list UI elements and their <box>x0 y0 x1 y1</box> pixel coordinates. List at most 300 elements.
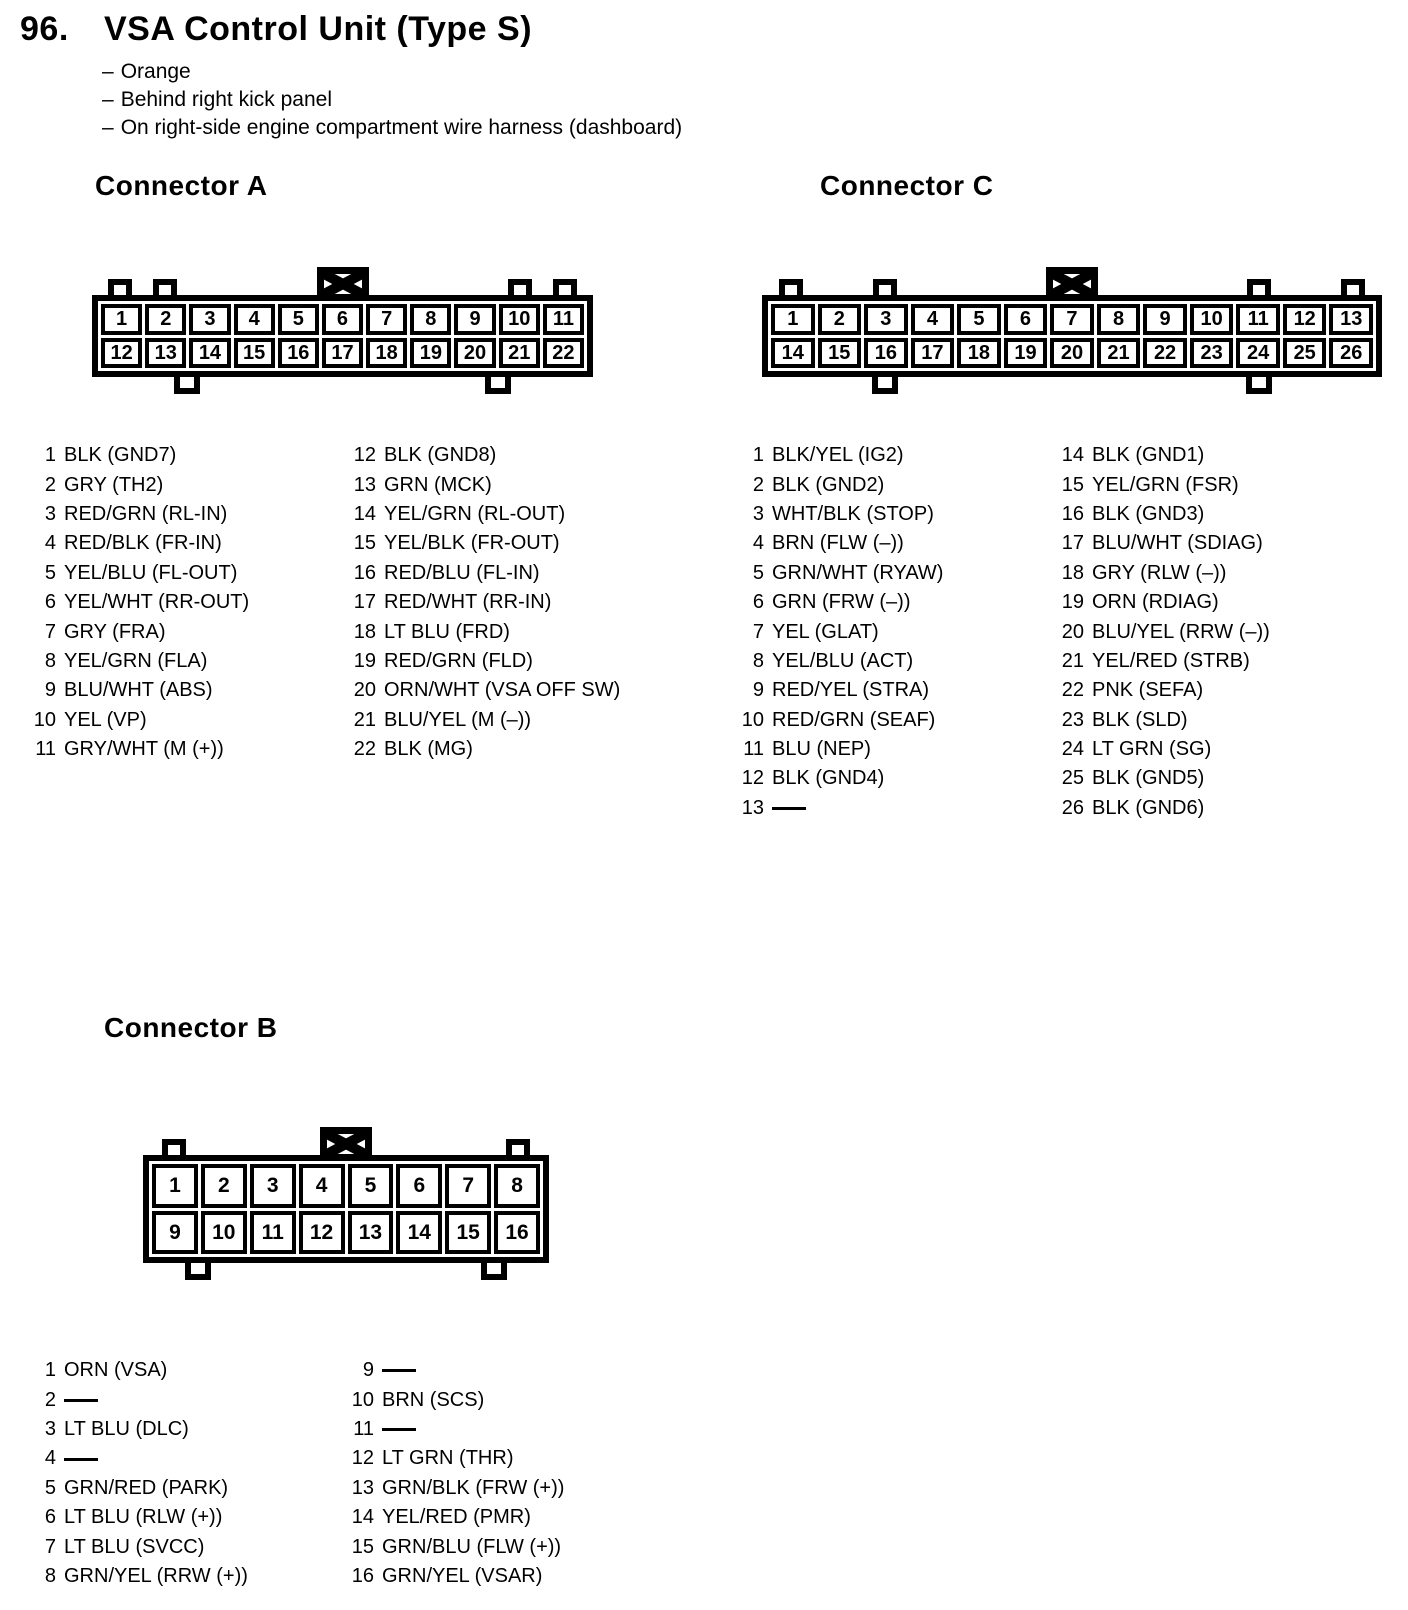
pin-number: 8 <box>752 649 764 672</box>
pin-number: 13 <box>351 1476 374 1499</box>
connector-b-pin-grid <box>149 1161 543 1257</box>
pin-number: 18 <box>1061 561 1084 584</box>
connector-b-pinlist-right <box>346 1356 564 1591</box>
pin-row <box>28 1444 248 1473</box>
connector-a-pin-cell-4: 4 <box>234 304 275 335</box>
section-number: 96. <box>20 10 69 48</box>
connector-c-pin-cell-6: 6 <box>1004 304 1048 335</box>
pin-wire-label: BLK (GND3) <box>1092 502 1205 525</box>
index-notch <box>153 279 177 295</box>
pin-row <box>348 441 620 470</box>
connector-c-pin-cell-16: 16 <box>864 338 908 369</box>
pin-number: 14 <box>353 502 376 525</box>
pin-wire-label: RED/BLK (FR-IN) <box>64 532 222 555</box>
pin-number: 3 <box>44 502 56 525</box>
connector-a-pin-cell-16: 16 <box>278 338 319 369</box>
pin-row <box>348 588 620 617</box>
pin-row <box>28 559 249 588</box>
connector-b-pin-cell-12: 12 <box>299 1211 345 1255</box>
pin-wire-label: BLK (GND6) <box>1092 796 1205 819</box>
pin-wire-label: BLK (GND5) <box>1092 767 1205 790</box>
pin-row <box>1056 794 1270 823</box>
connector-a-pin-cell-1: 1 <box>101 304 142 335</box>
dash-bullet: – <box>102 88 114 111</box>
pin-row <box>1056 617 1270 646</box>
connector-c-pinlist-left <box>736 441 943 823</box>
pin-row <box>28 1503 248 1532</box>
key-tab-x-box-icon <box>1046 267 1098 301</box>
pin-number: 16 <box>1061 502 1084 525</box>
index-notch <box>1341 279 1365 295</box>
pin-number: 23 <box>1061 708 1084 731</box>
connector-c-pinlist-right <box>1056 441 1270 823</box>
note-line <box>102 86 682 114</box>
connector-c-pin-cell-20: 20 <box>1050 338 1094 369</box>
connector-b-pin-cell-10: 10 <box>201 1211 247 1255</box>
pin-wire-label: BRN (SCS) <box>382 1388 485 1411</box>
note-line <box>102 58 682 86</box>
connector-a-pin-cell-2: 2 <box>145 304 186 335</box>
index-notch <box>508 279 532 295</box>
pin-wire-label: YEL/RED (PMR) <box>382 1506 531 1529</box>
index-notch <box>873 279 897 295</box>
pin-wire-label: YEL (GLAT) <box>772 620 879 643</box>
pin-number: 5 <box>752 561 764 584</box>
x-icon <box>324 274 362 294</box>
pin-number: 5 <box>44 1476 56 1499</box>
pin-row <box>1056 470 1270 499</box>
connector-a-pinlist-right <box>348 441 620 764</box>
pin-number: 10 <box>351 1388 374 1411</box>
connector-c-pin-cell-24: 24 <box>1236 338 1280 369</box>
pin-number: 8 <box>44 1564 56 1587</box>
pin-wire-label: BRN (FLW (–)) <box>772 532 904 555</box>
pin-number: 2 <box>44 1388 56 1411</box>
pin-row <box>348 470 620 499</box>
connector-c-pin-cell-14: 14 <box>771 338 815 369</box>
pin-number: 4 <box>752 532 764 555</box>
pin-wire-label: BLK (GND1) <box>1092 444 1205 467</box>
pin-number: 21 <box>1061 649 1084 672</box>
pin-row <box>28 1356 248 1385</box>
connector-c-pin-grid <box>768 301 1376 371</box>
connector-b-pinlist-left <box>28 1356 248 1591</box>
pin-number: 26 <box>1061 796 1084 819</box>
pin-number: 19 <box>1061 591 1084 614</box>
pin-wire-label: GRY/WHT (M (+)) <box>64 738 224 761</box>
pin-row <box>348 529 620 558</box>
pin-row <box>736 617 943 646</box>
pin-wire-label: YEL/RED (STRB) <box>1092 649 1250 672</box>
key-tab-x-box-icon <box>317 267 369 301</box>
pin-number: 11 <box>353 1417 374 1440</box>
pin-wire-label: BLK (GND7) <box>64 444 177 467</box>
note-line <box>102 114 682 142</box>
connector-c-pin-cell-7: 7 <box>1050 304 1094 335</box>
connector-c-pin-cell-23: 23 <box>1190 338 1234 369</box>
connector-b-pin-cell-9: 9 <box>152 1211 198 1255</box>
pin-number: 13 <box>353 473 376 496</box>
pin-wire-label: RED/YEL (STRA) <box>772 679 930 702</box>
connector-a-pin-cell-7: 7 <box>366 304 407 335</box>
pin-row <box>736 588 943 617</box>
pin-number: 19 <box>353 649 376 672</box>
pin-wire-label: YEL/GRN (RL-OUT) <box>384 502 566 525</box>
latch-tab <box>485 377 511 394</box>
pin-row <box>736 441 943 470</box>
pin-wire-label: YEL/BLU (FL-OUT) <box>64 561 238 584</box>
connector-c-pin-cell-1: 1 <box>771 304 815 335</box>
connector-a-pin-cell-11: 11 <box>543 304 584 335</box>
pin-row <box>736 735 943 764</box>
connector-a-pin-cell-6: 6 <box>322 304 363 335</box>
x-icon <box>1053 274 1091 294</box>
pin-number: 6 <box>752 591 764 614</box>
no-connection-dash <box>64 1458 98 1461</box>
connector-a-pin-cell-20: 20 <box>454 338 495 369</box>
note-text: Orange <box>120 60 191 83</box>
pin-wire-label: LT BLU (RLW (+)) <box>64 1506 223 1529</box>
pin-wire-label: PNK (SEFA) <box>1092 679 1204 702</box>
connector-a-pin-cell-13: 13 <box>145 338 186 369</box>
pin-wire-label: LT GRN (THR) <box>382 1447 514 1470</box>
latch-tab <box>185 1263 211 1280</box>
pin-number: 4 <box>44 532 56 555</box>
pin-row <box>736 676 943 705</box>
pin-wire-label: LT BLU (SVCC) <box>64 1535 205 1558</box>
pin-row <box>28 676 249 705</box>
pin-wire-label: GRY (FRA) <box>64 620 166 643</box>
pin-wire-label: BLK (GND8) <box>384 444 497 467</box>
key-tab-x-box-icon <box>320 1127 372 1161</box>
pin-number: 6 <box>44 1506 56 1529</box>
connector-a-pin-cell-8: 8 <box>410 304 451 335</box>
connector-b-pin-cell-15: 15 <box>445 1211 491 1255</box>
pin-number: 25 <box>1061 767 1084 790</box>
pin-number: 1 <box>44 444 56 467</box>
connector-b-pin-cell-8: 8 <box>494 1164 540 1208</box>
note-text: On right-side engine compartment wire harness (dashboard) <box>120 116 683 139</box>
pin-wire-label: LT BLU (DLC) <box>64 1417 189 1440</box>
pin-wire-label <box>772 797 806 820</box>
connector-b-pin-cell-1: 1 <box>152 1164 198 1208</box>
connector-b-pin-cell-11: 11 <box>250 1211 296 1255</box>
connector-a-pin-cell-10: 10 <box>499 304 540 335</box>
pin-row <box>1056 529 1270 558</box>
pin-wire-label: LT BLU (FRD) <box>384 620 510 643</box>
connector-c-pin-cell-8: 8 <box>1097 304 1141 335</box>
connector-a-pin-cell-14: 14 <box>189 338 230 369</box>
pin-number: 21 <box>353 708 376 731</box>
pin-number: 2 <box>44 473 56 496</box>
pin-wire-label: BLU/WHT (SDIAG) <box>1092 532 1263 555</box>
pin-number: 11 <box>743 738 764 761</box>
pin-wire-label: RED/GRN (SEAF) <box>772 708 936 731</box>
pin-wire-label: GRN (MCK) <box>384 473 492 496</box>
pin-row <box>28 500 249 529</box>
connector-b-heading: Connector B <box>104 1012 278 1043</box>
pin-number: 22 <box>1061 679 1084 702</box>
pin-number: 5 <box>44 561 56 584</box>
pin-number: 9 <box>44 679 56 702</box>
connector-c-pin-cell-18: 18 <box>957 338 1001 369</box>
pin-number: 1 <box>752 444 764 467</box>
pin-wire-label: GRN/RED (PARK) <box>64 1476 229 1499</box>
connector-b-pin-cell-14: 14 <box>396 1211 442 1255</box>
pin-number: 3 <box>752 502 764 525</box>
pin-number: 17 <box>1061 532 1084 555</box>
pin-number: 20 <box>353 679 376 702</box>
connector-b-pin-cell-7: 7 <box>445 1164 491 1208</box>
connector-c-pin-cell-15: 15 <box>818 338 862 369</box>
pin-wire-label <box>382 1359 416 1382</box>
pin-wire-label: BLK (GND2) <box>772 473 885 496</box>
pin-wire-label <box>64 1389 98 1412</box>
index-notch <box>553 279 577 295</box>
connector-a-pin-cell-9: 9 <box>454 304 495 335</box>
pin-number: 15 <box>1061 473 1084 496</box>
pin-row <box>346 1385 564 1414</box>
pin-row <box>1056 588 1270 617</box>
pin-number: 2 <box>752 473 764 496</box>
pin-wire-label: WHT/BLK (STOP) <box>772 502 934 525</box>
pin-wire-label: GRN/BLU (FLW (+)) <box>382 1535 562 1558</box>
connector-c-heading: Connector C <box>820 170 994 201</box>
connector-a-pin-cell-22: 22 <box>543 338 584 369</box>
pin-row <box>28 1474 248 1503</box>
pin-row <box>1056 764 1270 793</box>
connector-c-pin-cell-19: 19 <box>1004 338 1048 369</box>
pin-wire-label: ORN (VSA) <box>64 1359 168 1382</box>
pin-wire-label: BLU/YEL (M (–)) <box>384 708 532 731</box>
pin-wire-label: RED/GRN (RL-IN) <box>64 502 228 525</box>
index-notch <box>1247 279 1271 295</box>
pin-wire-label: YEL/BLU (ACT) <box>772 649 914 672</box>
pin-number: 4 <box>44 1447 56 1470</box>
connector-c-pin-cell-3: 3 <box>864 304 908 335</box>
connector-c-pin-cell-10: 10 <box>1190 304 1234 335</box>
connector-a-pin-cell-3: 3 <box>189 304 230 335</box>
index-notch <box>108 279 132 295</box>
pin-row <box>736 706 943 735</box>
no-connection-dash <box>382 1428 416 1431</box>
pin-wire-label: BLK (GND4) <box>772 767 885 790</box>
pin-number: 7 <box>44 1535 56 1558</box>
pin-wire-label: YEL/WHT (RR-OUT) <box>64 591 250 614</box>
pin-row <box>346 1532 564 1561</box>
connector-c-pin-cell-9: 9 <box>1143 304 1187 335</box>
connector-b-pin-cell-3: 3 <box>250 1164 296 1208</box>
pin-row <box>348 559 620 588</box>
pin-number: 24 <box>1061 738 1084 761</box>
connector-b-pin-cell-6: 6 <box>396 1164 442 1208</box>
pin-wire-label: ORN/WHT (VSA OFF SW) <box>384 679 621 702</box>
pin-number: 16 <box>351 1564 374 1587</box>
pin-row <box>736 559 943 588</box>
pin-number: 15 <box>353 532 376 555</box>
connector-c-pin-cell-21: 21 <box>1097 338 1141 369</box>
pin-wire-label: RED/GRN (FLD) <box>384 649 533 672</box>
pin-row <box>346 1356 564 1385</box>
pin-number: 13 <box>741 796 764 819</box>
pin-number: 18 <box>353 620 376 643</box>
pin-number: 16 <box>353 561 376 584</box>
pin-row <box>736 470 943 499</box>
pin-row <box>28 441 249 470</box>
connector-a-pinlist-left <box>28 441 249 764</box>
connector-c-pin-cell-26: 26 <box>1329 338 1373 369</box>
pin-row <box>348 735 620 764</box>
pin-wire-label: BLK (SLD) <box>1092 708 1188 731</box>
connector-b-pin-cell-2: 2 <box>201 1164 247 1208</box>
pin-wire-label <box>382 1418 416 1441</box>
connector-c-diagram <box>762 295 1382 377</box>
connector-a-pin-cell-19: 19 <box>410 338 451 369</box>
pin-number: 12 <box>353 444 376 467</box>
pin-row <box>28 706 249 735</box>
pin-wire-label: GRY (RLW (–)) <box>1092 561 1227 584</box>
pin-row <box>28 735 249 764</box>
pin-wire-label: BLU/YEL (RRW (–)) <box>1092 620 1270 643</box>
pin-wire-label: BLU/WHT (ABS) <box>64 679 213 702</box>
pin-row <box>28 470 249 499</box>
pin-wire-label: GRN (FRW (–)) <box>772 591 911 614</box>
connector-a-diagram <box>92 295 593 377</box>
connector-c-pin-cell-22: 22 <box>1143 338 1187 369</box>
pin-number: 14 <box>351 1506 374 1529</box>
connector-c-pin-cell-12: 12 <box>1283 304 1327 335</box>
notes-list <box>102 58 682 142</box>
no-connection-dash <box>772 807 806 810</box>
pin-number: 9 <box>752 679 764 702</box>
pin-number: 12 <box>351 1447 374 1470</box>
pin-number: 14 <box>1061 444 1084 467</box>
pin-row <box>1056 706 1270 735</box>
pin-row <box>28 1532 248 1561</box>
pin-number: 7 <box>44 620 56 643</box>
pin-row <box>736 500 943 529</box>
pin-row <box>348 617 620 646</box>
connector-c-pin-cell-11: 11 <box>1236 304 1280 335</box>
connector-b-diagram <box>143 1155 549 1263</box>
pin-wire-label: BLK/YEL (IG2) <box>772 444 904 467</box>
pin-row <box>736 764 943 793</box>
pin-wire-label: GRN/WHT (RYAW) <box>772 561 944 584</box>
connector-a-pin-cell-5: 5 <box>278 304 319 335</box>
connector-c-pin-cell-25: 25 <box>1283 338 1327 369</box>
pin-number: 1 <box>44 1359 56 1382</box>
connector-c-pin-cell-4: 4 <box>911 304 955 335</box>
connector-a-pin-grid <box>98 301 587 371</box>
pin-number: 12 <box>741 767 764 790</box>
pin-row <box>348 676 620 705</box>
pin-wire-label: RED/BLU (FL-IN) <box>384 561 540 584</box>
pin-wire-label: YEL (VP) <box>64 708 147 731</box>
pin-wire-label <box>64 1447 98 1470</box>
pin-row <box>1056 647 1270 676</box>
pin-wire-label: RED/WHT (RR-IN) <box>384 591 552 614</box>
pin-wire-label: LT GRN (SG) <box>1092 738 1212 761</box>
no-connection-dash <box>64 1399 98 1402</box>
index-notch <box>779 279 803 295</box>
connector-a-pin-cell-17: 17 <box>322 338 363 369</box>
pin-wire-label: YEL/GRN (FSR) <box>1092 473 1239 496</box>
pin-wire-label: GRN/YEL (VSAR) <box>382 1564 543 1587</box>
connector-b-pin-cell-13: 13 <box>348 1211 394 1255</box>
pin-number: 15 <box>351 1535 374 1558</box>
pin-wire-label: GRY (TH2) <box>64 473 164 496</box>
connector-b-pin-cell-5: 5 <box>348 1164 394 1208</box>
connector-c-pin-cell-2: 2 <box>818 304 862 335</box>
pin-row <box>1056 735 1270 764</box>
pin-row <box>1056 559 1270 588</box>
latch-tab <box>174 377 200 394</box>
pin-wire-label: YEL/GRN (FLA) <box>64 649 208 672</box>
pin-row <box>736 794 943 823</box>
no-connection-dash <box>382 1369 416 1372</box>
latch-tab <box>481 1263 507 1280</box>
pin-number: 8 <box>44 649 56 672</box>
pin-row <box>346 1444 564 1473</box>
pin-wire-label: BLK (MG) <box>384 738 473 761</box>
dash-bullet: – <box>102 116 114 139</box>
pin-row <box>346 1503 564 1532</box>
pin-row <box>28 588 249 617</box>
connector-c-pin-cell-17: 17 <box>911 338 955 369</box>
connector-a-heading: Connector A <box>95 170 268 201</box>
pin-row <box>348 647 620 676</box>
dash-bullet: – <box>102 60 114 83</box>
pin-row <box>736 529 943 558</box>
pin-wire-label: ORN (RDIAG) <box>1092 591 1219 614</box>
pin-row <box>348 500 620 529</box>
x-icon <box>327 1134 365 1154</box>
pin-row <box>1056 441 1270 470</box>
pin-number: 10 <box>33 708 56 731</box>
pin-row <box>28 529 249 558</box>
pin-row <box>1056 500 1270 529</box>
pin-row <box>736 647 943 676</box>
latch-tab <box>1246 377 1272 394</box>
pin-number: 11 <box>35 738 56 761</box>
pin-number: 6 <box>44 591 56 614</box>
pin-row <box>348 706 620 735</box>
pin-row <box>1056 676 1270 705</box>
pin-number: 9 <box>362 1359 374 1382</box>
connector-a-pin-cell-15: 15 <box>234 338 275 369</box>
pin-row <box>28 1415 248 1444</box>
pin-wire-label: BLU (NEP) <box>772 738 871 761</box>
pin-row <box>28 1562 248 1591</box>
connector-b-pin-cell-16: 16 <box>494 1211 540 1255</box>
page-title: VSA Control Unit (Type S) <box>104 10 533 48</box>
pin-number: 17 <box>353 591 376 614</box>
note-text: Behind right kick panel <box>120 88 332 111</box>
index-notch <box>506 1139 530 1155</box>
pin-number: 7 <box>752 620 764 643</box>
pin-row <box>28 1385 248 1414</box>
connector-c-pin-cell-13: 13 <box>1329 304 1373 335</box>
pin-row <box>28 647 249 676</box>
pin-wire-label: GRN/BLK (FRW (+)) <box>382 1476 565 1499</box>
pin-wire-label: YEL/BLK (FR-OUT) <box>384 532 560 555</box>
pin-row <box>346 1474 564 1503</box>
connector-a-pin-cell-18: 18 <box>366 338 407 369</box>
connector-c-pin-cell-5: 5 <box>957 304 1001 335</box>
latch-tab <box>872 377 898 394</box>
pin-row <box>346 1415 564 1444</box>
pin-row <box>346 1562 564 1591</box>
